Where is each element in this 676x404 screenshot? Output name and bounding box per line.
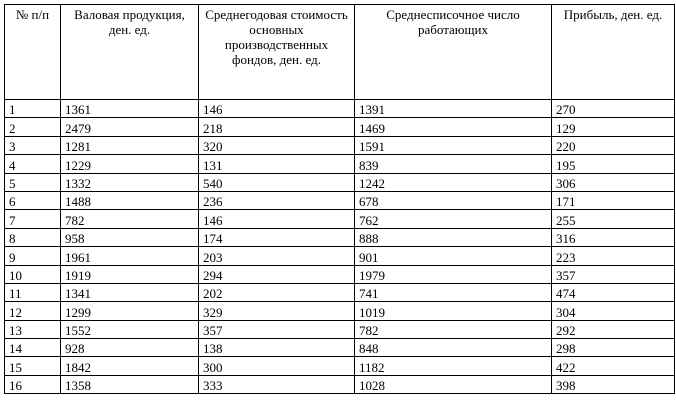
cell-profit: 304 [552, 302, 675, 320]
cell-number: 1 [5, 100, 61, 118]
cell-gross-output: 1842 [61, 357, 199, 375]
cell-profit: 398 [552, 375, 675, 393]
table-body [5, 100, 675, 394]
cell-fixed-assets: 218 [199, 118, 355, 136]
table-row [5, 100, 675, 118]
cell-gross-output: 782 [61, 210, 199, 228]
cell-fixed-assets: 138 [199, 339, 355, 357]
cell-gross-output: 1488 [61, 191, 199, 209]
table-row [5, 173, 675, 191]
cell-employees: 762 [355, 210, 552, 228]
table-row [5, 375, 675, 393]
cell-profit: 292 [552, 320, 675, 338]
cell-employees: 1979 [355, 265, 552, 283]
cell-fixed-assets: 146 [199, 100, 355, 118]
cell-employees: 678 [355, 191, 552, 209]
cell-number: 13 [5, 320, 61, 338]
cell-gross-output: 1552 [61, 320, 199, 338]
cell-number: 11 [5, 283, 61, 301]
cell-fixed-assets: 329 [199, 302, 355, 320]
cell-fixed-assets: 203 [199, 247, 355, 265]
cell-gross-output: 1961 [61, 247, 199, 265]
cell-gross-output: 928 [61, 339, 199, 357]
cell-employees: 741 [355, 283, 552, 301]
table-row [5, 265, 675, 283]
cell-employees: 848 [355, 339, 552, 357]
cell-employees: 782 [355, 320, 552, 338]
table-row [5, 339, 675, 357]
cell-number: 4 [5, 155, 61, 173]
cell-gross-output: 1229 [61, 155, 199, 173]
cell-profit: 255 [552, 210, 675, 228]
cell-fixed-assets: 294 [199, 265, 355, 283]
cell-gross-output: 1281 [61, 136, 199, 154]
header-cell-fixed-assets: Среднегодовая стоимость основных производственных фондов, ден. ед. [199, 5, 355, 100]
table-row [5, 210, 675, 228]
cell-fixed-assets: 202 [199, 283, 355, 301]
table-row [5, 302, 675, 320]
cell-gross-output: 1299 [61, 302, 199, 320]
cell-number: 2 [5, 118, 61, 136]
cell-fixed-assets: 333 [199, 375, 355, 393]
cell-fixed-assets: 236 [199, 191, 355, 209]
cell-gross-output: 1332 [61, 173, 199, 191]
header-row [5, 5, 675, 100]
cell-gross-output: 958 [61, 228, 199, 246]
cell-employees: 888 [355, 228, 552, 246]
data-table [4, 4, 675, 394]
cell-gross-output: 1919 [61, 265, 199, 283]
cell-employees: 1591 [355, 136, 552, 154]
cell-employees: 1028 [355, 375, 552, 393]
cell-employees: 901 [355, 247, 552, 265]
cell-profit: 171 [552, 191, 675, 209]
cell-profit: 474 [552, 283, 675, 301]
cell-gross-output: 1341 [61, 283, 199, 301]
cell-profit: 195 [552, 155, 675, 173]
cell-number: 9 [5, 247, 61, 265]
cell-profit: 316 [552, 228, 675, 246]
cell-number: 16 [5, 375, 61, 393]
cell-number: 7 [5, 210, 61, 228]
cell-profit: 223 [552, 247, 675, 265]
cell-fixed-assets: 300 [199, 357, 355, 375]
table-row [5, 118, 675, 136]
cell-employees: 1019 [355, 302, 552, 320]
table-row [5, 357, 675, 375]
cell-profit: 306 [552, 173, 675, 191]
cell-number: 5 [5, 173, 61, 191]
cell-number: 10 [5, 265, 61, 283]
cell-profit: 129 [552, 118, 675, 136]
cell-employees: 1469 [355, 118, 552, 136]
table-row [5, 320, 675, 338]
cell-number: 8 [5, 228, 61, 246]
cell-number: 15 [5, 357, 61, 375]
cell-number: 14 [5, 339, 61, 357]
cell-gross-output: 1361 [61, 100, 199, 118]
cell-fixed-assets: 540 [199, 173, 355, 191]
cell-number: 12 [5, 302, 61, 320]
cell-profit: 298 [552, 339, 675, 357]
table-header [5, 5, 675, 100]
cell-profit: 270 [552, 100, 675, 118]
cell-profit: 422 [552, 357, 675, 375]
cell-fixed-assets: 146 [199, 210, 355, 228]
header-cell-employees: Среднесписочное число работающих [355, 5, 552, 100]
cell-profit: 220 [552, 136, 675, 154]
header-cell-gross-output: Валовая продукция, ден. ед. [61, 5, 199, 100]
cell-gross-output: 2479 [61, 118, 199, 136]
table-row [5, 228, 675, 246]
cell-number: 3 [5, 136, 61, 154]
cell-fixed-assets: 174 [199, 228, 355, 246]
header-cell-number: № п/п [5, 5, 61, 100]
cell-employees: 839 [355, 155, 552, 173]
cell-fixed-assets: 131 [199, 155, 355, 173]
cell-employees: 1182 [355, 357, 552, 375]
cell-employees: 1242 [355, 173, 552, 191]
cell-fixed-assets: 320 [199, 136, 355, 154]
header-cell-profit: Прибыль, ден. ед. [552, 5, 675, 100]
cell-employees: 1391 [355, 100, 552, 118]
cell-number: 6 [5, 191, 61, 209]
table-row [5, 247, 675, 265]
table-row [5, 155, 675, 173]
table-row [5, 191, 675, 209]
cell-fixed-assets: 357 [199, 320, 355, 338]
table-row [5, 283, 675, 301]
cell-gross-output: 1358 [61, 375, 199, 393]
cell-profit: 357 [552, 265, 675, 283]
table-row [5, 136, 675, 154]
